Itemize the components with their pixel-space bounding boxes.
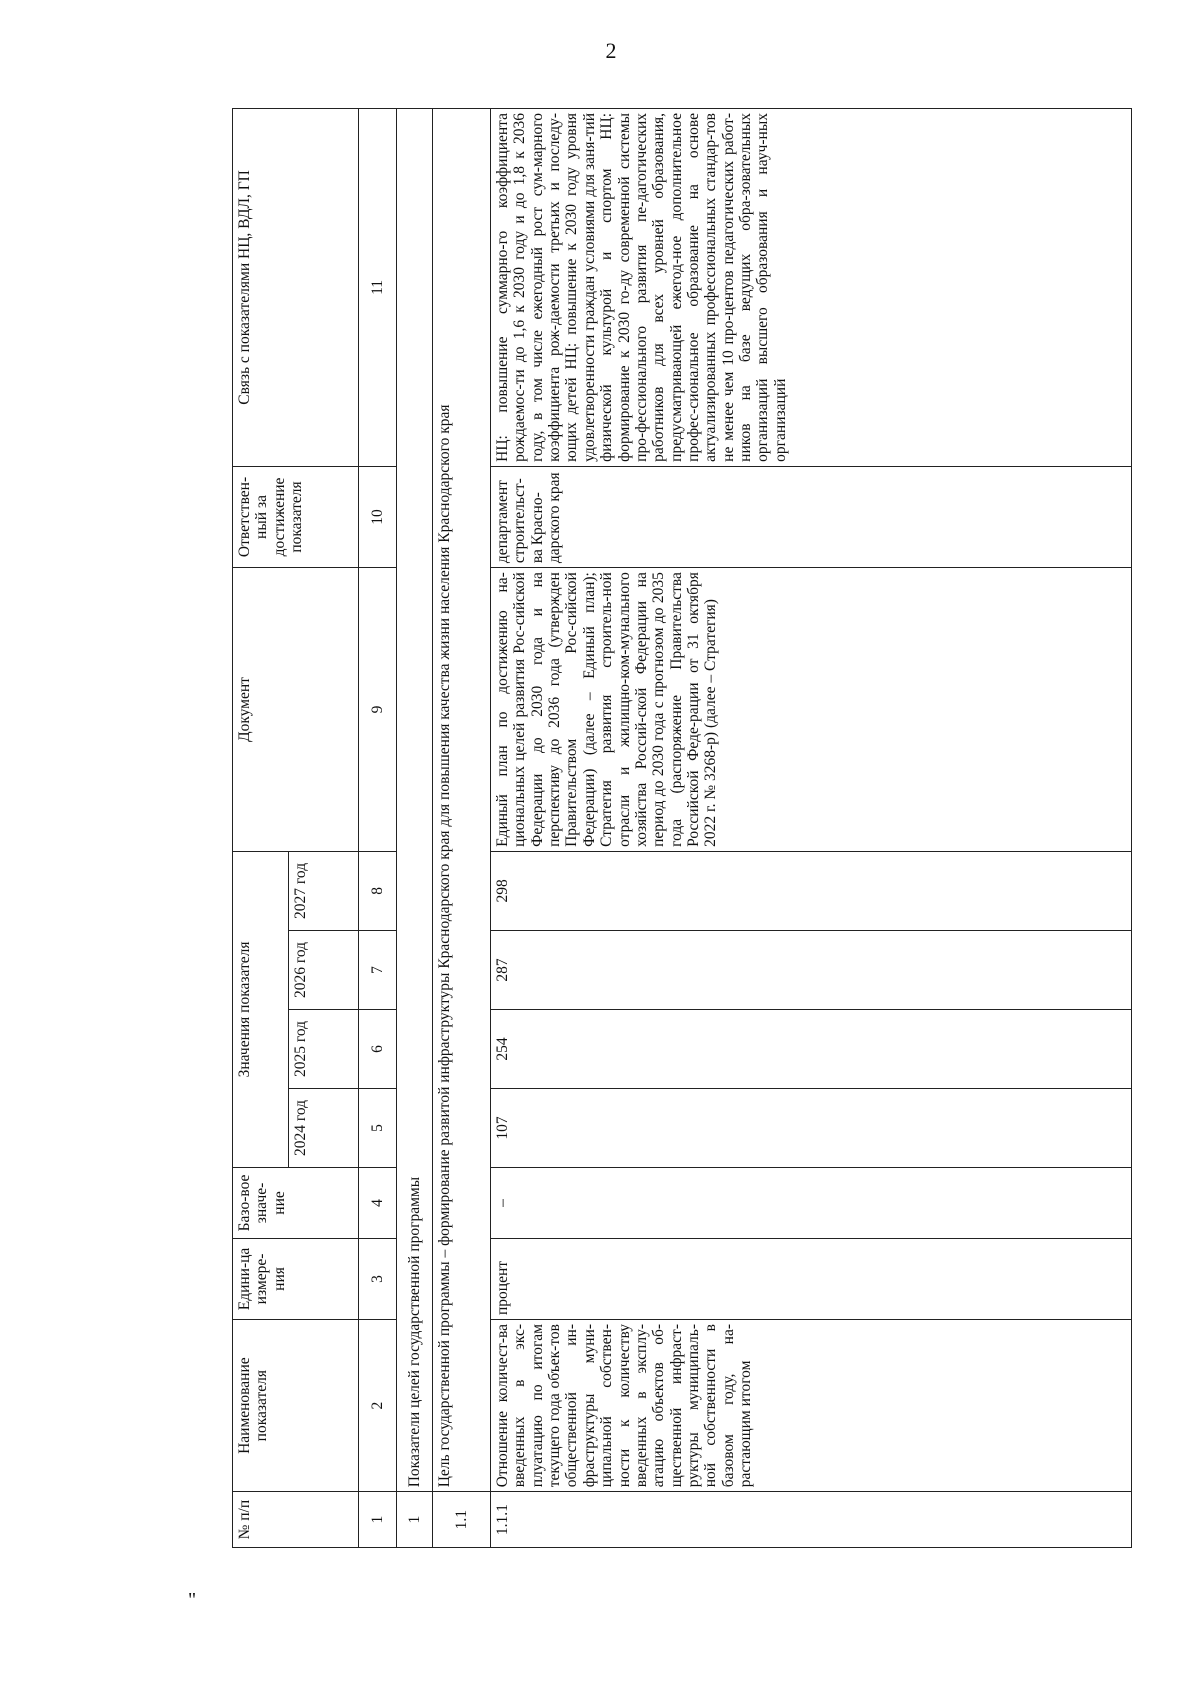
header-link: Связь с показателями НЦ, ВДЛ, ГП	[233, 109, 359, 467]
column-number: 3	[359, 1238, 397, 1319]
header-year-2025: 2025 год	[289, 1009, 359, 1088]
indicator-responsible: департамент строительст-ва Красно-дарского края	[491, 466, 1132, 567]
indicator-document: Единый план по достижению на-циональных целей развития Рос-сийской Федерации до 2030 года и на перспективу до 2036 года (утвержден Правительством Рос-сийской Федерации) (далее – Единый план); Стратегия развития строитель-ной отрасли и жилищно-ком-мунального хозяйства Россий-ской Федерации на период до 2030 года с прогнозом до 2035 года (распоряжение Правительства Российской Феде-рации от 31 октября 2022 г. № 3268-р) (далее – Стратегия)	[491, 568, 1132, 852]
indicator-value-2025: 254	[491, 1009, 1132, 1088]
column-number: 7	[359, 930, 397, 1009]
indicator-value-2026: 287	[491, 930, 1132, 1009]
column-number: 10	[359, 466, 397, 567]
indicator-num: 1.1.1	[491, 1492, 1132, 1548]
column-number: 5	[359, 1088, 397, 1167]
column-number: 6	[359, 1009, 397, 1088]
column-number: 8	[359, 851, 397, 930]
section-title: Показатели целей государственной программы	[397, 109, 433, 1492]
column-number: 2	[359, 1320, 397, 1492]
indicator-value-2027: 298	[491, 851, 1132, 930]
indicator-link: НЦ: повышение суммарно-го коэффициента рождаемос-ти до 1,6 к 2030 году и до 1,8 к 2036 году, в том числе ежегодный рост сум-марного коэффициента рож-даемости третьих и последу-ющих детей НЦ: повышение к 2030 году уровня удовлетворенности граждан условиями для заня-тий физической культурой и спортом НЦ: формирование к 2030 го-ду современной системы про-фессионального развития пе-дагогических работников для всех уровней образования, предусматривающей ежегод-ное дополнительное профес-сиональное образование на основе актуализированных профессиональных стандар-тов не менее чем 10 про-центов педагогических работ-ников на базе ведущих обра-зовательных организаций высшего образования и науч-ных организаций	[491, 109, 1132, 467]
indicator-name: Отношение количест-ва введенных в экс-плуатацию по итогам текущего года объек-тов общественной ин-фраструктуры муни-ципальной собствен-ности к количеству введенных в эксплу-атацию объектов об-щественной инфраст-руктуры муниципаль-ной собственности в базовом году, на-растающим итогом	[491, 1320, 1132, 1492]
goal-row	[433, 109, 491, 1548]
header-year-2024: 2024 год	[289, 1088, 359, 1167]
column-number: 4	[359, 1168, 397, 1239]
stray-mark: "	[188, 1589, 197, 1611]
indicator-base-value: –	[491, 1168, 1132, 1239]
page-number: 2	[605, 38, 617, 63]
header-base: Базо-вое значе-ние	[233, 1168, 359, 1239]
indicator-unit: процент	[491, 1238, 1132, 1319]
column-number: 9	[359, 568, 397, 852]
header-year-2026: 2026 год	[289, 930, 359, 1009]
header-name: Наименование показателя	[233, 1320, 359, 1492]
indicator-row	[491, 109, 1132, 1548]
header-year-2027: 2027 год	[289, 851, 359, 930]
header-unit: Едини-ца измере-ния	[233, 1238, 359, 1319]
indicators-table-frame	[232, 108, 1132, 1548]
column-number-row	[359, 109, 397, 1548]
column-number: 11	[359, 109, 397, 467]
section-num: 1	[397, 1492, 433, 1548]
header-document: Документ	[233, 568, 359, 852]
header-num: № п/п	[233, 1492, 359, 1548]
goal-num: 1.1	[433, 1492, 491, 1548]
section-row	[397, 109, 433, 1548]
indicator-value-2024: 107	[491, 1088, 1132, 1167]
goal-text: Цель государственной программы – формирование развитой инфраструктуры Краснодарского края для повышения качества жизни населения Краснодарского края	[433, 109, 491, 1492]
indicators-table	[232, 108, 1132, 1548]
header-values-group: Значения показателя	[233, 851, 289, 1167]
column-number: 1	[359, 1492, 397, 1548]
header-responsible: Ответствен-ный за достижение показателя	[233, 466, 359, 567]
